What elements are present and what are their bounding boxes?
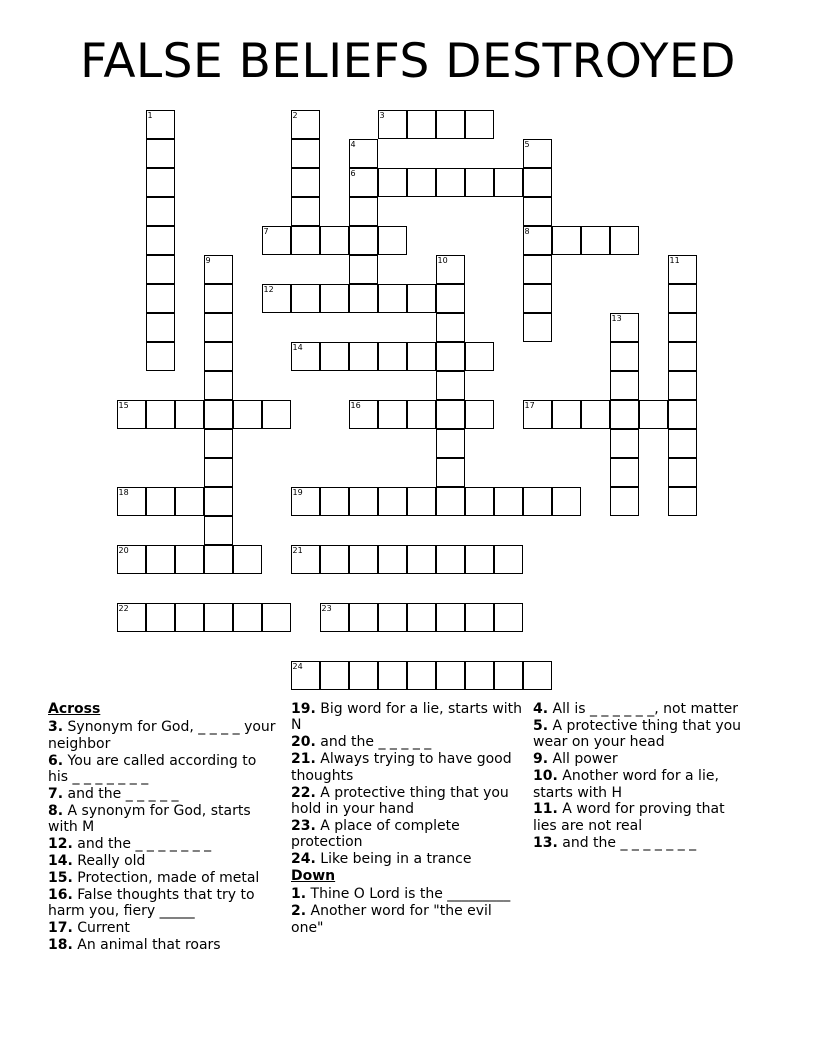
- grid-cell[interactable]: [436, 110, 465, 139]
- clue-item-number: 10.: [533, 768, 558, 785]
- grid-cell[interactable]: [320, 487, 349, 516]
- grid-cell[interactable]: [204, 545, 233, 574]
- clue-number: 15: [118, 401, 129, 410]
- clue-item-text: Protection, made of metal: [77, 870, 260, 887]
- grid-cell[interactable]: [175, 400, 204, 429]
- grid-cell[interactable]: [233, 603, 262, 632]
- grid-cell[interactable]: [378, 226, 407, 255]
- clue-item-text: and the _ _ _ _ _: [320, 734, 432, 751]
- clue-item: [533, 835, 743, 851]
- clue-item-number: 19.: [291, 701, 316, 717]
- grid-cell[interactable]: [610, 342, 639, 371]
- grid-cell[interactable]: [175, 545, 204, 574]
- grid-cell[interactable]: [117, 400, 146, 429]
- grid-cell[interactable]: [320, 661, 349, 690]
- clue-item: [48, 870, 278, 886]
- grid-cell[interactable]: [291, 342, 320, 371]
- clue-number: 22: [118, 604, 129, 613]
- grid-cell[interactable]: [668, 400, 697, 429]
- clue-item-text: A protective thing that you wear on your head: [533, 717, 742, 751]
- grid-cell[interactable]: [465, 603, 494, 632]
- grid-cell[interactable]: [436, 284, 465, 313]
- grid-cell[interactable]: [407, 168, 436, 197]
- grid-cell[interactable]: [204, 487, 233, 516]
- grid-cell[interactable]: [610, 400, 639, 429]
- grid-cell[interactable]: [291, 661, 320, 690]
- clue-number: 14: [292, 343, 303, 352]
- grid-cell[interactable]: [523, 661, 552, 690]
- grid-cell[interactable]: [117, 545, 146, 574]
- grid-cell[interactable]: [668, 342, 697, 371]
- grid-cell[interactable]: [291, 226, 320, 255]
- down-heading: Down: [291, 868, 336, 885]
- grid-cell[interactable]: [204, 371, 233, 400]
- grid-cell[interactable]: [349, 661, 378, 690]
- grid-cell[interactable]: [552, 400, 581, 429]
- grid-cell[interactable]: [146, 168, 175, 197]
- grid-cell[interactable]: [262, 400, 291, 429]
- grid-cell[interactable]: [378, 342, 407, 371]
- clue-number: 18: [118, 488, 129, 497]
- clue-item: [533, 701, 743, 717]
- grid-cell[interactable]: [407, 603, 436, 632]
- grid-cell[interactable]: [494, 661, 523, 690]
- grid-cell[interactable]: [204, 516, 233, 545]
- clue-item: [48, 887, 278, 920]
- clue-number: 7: [263, 227, 269, 236]
- clue-number: 19: [292, 488, 303, 497]
- grid-cell[interactable]: [436, 168, 465, 197]
- clue-item-number: 13.: [533, 834, 558, 851]
- page-title: FALSE BELIEFS DESTROYED: [80, 34, 736, 89]
- grid-cell[interactable]: [146, 255, 175, 284]
- grid-cell[interactable]: [349, 197, 378, 226]
- grid-cell[interactable]: [407, 661, 436, 690]
- clue-column-3: [533, 701, 743, 852]
- grid-cell[interactable]: [465, 342, 494, 371]
- grid-cell[interactable]: [291, 139, 320, 168]
- grid-cell[interactable]: [378, 168, 407, 197]
- grid-cell[interactable]: [378, 661, 407, 690]
- clue-item-text: Big word for a lie, starts with N: [291, 701, 523, 734]
- clue-item-number: 15.: [48, 870, 73, 887]
- clue-item-text: Current: [77, 920, 130, 937]
- clue-number: 11: [669, 256, 680, 265]
- grid-cell[interactable]: [465, 487, 494, 516]
- grid-cell[interactable]: [233, 545, 262, 574]
- clue-item: [48, 853, 278, 869]
- clue-item: [48, 786, 278, 802]
- grid-cell[interactable]: [204, 284, 233, 313]
- clue-item-text: Synonym for God, _ _ _ _ your neighbor: [48, 719, 276, 752]
- clue-item-text: A word for proving that lies are not real: [533, 801, 725, 834]
- grid-cell[interactable]: [117, 603, 146, 632]
- grid-cell[interactable]: [204, 603, 233, 632]
- grid-cell[interactable]: [668, 284, 697, 313]
- grid-cell[interactable]: [146, 400, 175, 429]
- grid-cell[interactable]: [146, 342, 175, 371]
- grid-cell[interactable]: [146, 313, 175, 342]
- clue-number: 6: [350, 169, 356, 178]
- clue-item: [291, 785, 523, 818]
- clue-item-number: 6.: [48, 752, 64, 769]
- grid-cell[interactable]: [349, 603, 378, 632]
- grid-cell[interactable]: [349, 342, 378, 371]
- grid-cell[interactable]: [581, 226, 610, 255]
- grid-cell[interactable]: [349, 139, 378, 168]
- grid-cell[interactable]: [146, 284, 175, 313]
- clue-number: 8: [524, 227, 530, 236]
- grid-cell[interactable]: [349, 168, 378, 197]
- grid-cell[interactable]: [320, 603, 349, 632]
- clue-item-number: 9.: [533, 751, 549, 768]
- grid-cell[interactable]: [436, 313, 465, 342]
- grid-cell[interactable]: [320, 545, 349, 574]
- grid-cell[interactable]: [436, 487, 465, 516]
- grid-cell[interactable]: [552, 487, 581, 516]
- grid-cell[interactable]: [146, 110, 175, 139]
- grid-cell[interactable]: [291, 110, 320, 139]
- grid-cell[interactable]: [668, 313, 697, 342]
- clue-item-text: A place of complete protection: [291, 817, 460, 851]
- grid-cell[interactable]: [523, 139, 552, 168]
- grid-cell[interactable]: [407, 487, 436, 516]
- grid-cell[interactable]: [581, 400, 610, 429]
- clue-item: [48, 836, 278, 852]
- grid-cell[interactable]: [465, 400, 494, 429]
- grid-cell[interactable]: [378, 400, 407, 429]
- clue-number: 9: [205, 256, 211, 265]
- clue-column-2: [291, 701, 523, 937]
- clue-item-number: 23.: [291, 817, 316, 834]
- grid-cell[interactable]: [175, 487, 204, 516]
- clue-number: 21: [292, 546, 303, 555]
- clue-item-text: Really old: [77, 853, 146, 870]
- grid-cell[interactable]: [407, 400, 436, 429]
- grid-cell[interactable]: [204, 313, 233, 342]
- grid-cell[interactable]: [436, 342, 465, 371]
- grid-cell[interactable]: [668, 255, 697, 284]
- across-heading: Across: [48, 701, 101, 717]
- clue-item-number: 12.: [48, 836, 73, 853]
- grid-cell[interactable]: [378, 545, 407, 574]
- clue-item: [533, 718, 743, 751]
- grid-cell[interactable]: [378, 603, 407, 632]
- grid-cell[interactable]: [407, 342, 436, 371]
- clue-item: [291, 903, 523, 936]
- clue-item-text: and the _ _ _ _ _ _ _: [77, 836, 212, 853]
- clue-number: 5: [524, 140, 530, 149]
- grid-cell[interactable]: [262, 603, 291, 632]
- clue-item: [291, 701, 523, 734]
- clue-item-text: False thoughts that try to harm you, fiery _____: [48, 886, 255, 920]
- grid-cell[interactable]: [117, 487, 146, 516]
- grid-cell[interactable]: [523, 168, 552, 197]
- grid-cell[interactable]: [407, 110, 436, 139]
- grid-cell[interactable]: [320, 342, 349, 371]
- clue-item: [48, 753, 278, 786]
- grid-cell[interactable]: [320, 226, 349, 255]
- grid-cell[interactable]: [204, 458, 233, 487]
- grid-cell[interactable]: [349, 226, 378, 255]
- clue-item-text: Always trying to have good thoughts: [291, 751, 512, 784]
- clue-item-number: 8.: [48, 802, 64, 819]
- grid-cell[interactable]: [436, 400, 465, 429]
- grid-cell[interactable]: [552, 226, 581, 255]
- clue-item: [291, 751, 523, 784]
- clue-item-text: All power: [552, 751, 618, 768]
- grid-cell[interactable]: [349, 255, 378, 284]
- clue-item: [533, 751, 743, 767]
- clue-item: [291, 851, 523, 867]
- grid-cell[interactable]: [204, 255, 233, 284]
- grid-cell[interactable]: [610, 429, 639, 458]
- grid-cell[interactable]: [494, 603, 523, 632]
- clue-item-text: A protective thing that you hold in your hand: [291, 784, 509, 817]
- clue-number: 12: [263, 285, 274, 294]
- grid-cell[interactable]: [146, 603, 175, 632]
- clue-number: 4: [350, 140, 356, 149]
- clue-item-number: 16.: [48, 886, 73, 903]
- clue-item-text: An animal that roars: [77, 937, 221, 954]
- grid-cell[interactable]: [436, 255, 465, 284]
- grid-cell[interactable]: [523, 197, 552, 226]
- grid-cell[interactable]: [523, 255, 552, 284]
- clue-item: [48, 937, 278, 953]
- clue-item: [48, 719, 278, 752]
- clue-item: [291, 818, 523, 851]
- clue-number: 23: [321, 604, 332, 613]
- grid-cell[interactable]: [262, 284, 291, 313]
- grid-cell[interactable]: [407, 284, 436, 313]
- clue-item-number: 1.: [291, 886, 307, 903]
- grid-cell[interactable]: [523, 313, 552, 342]
- grid-cell[interactable]: [465, 661, 494, 690]
- grid-cell[interactable]: [146, 226, 175, 255]
- grid-cell[interactable]: [349, 545, 378, 574]
- clue-item: [48, 803, 278, 836]
- grid-cell[interactable]: [610, 487, 639, 516]
- grid-cell[interactable]: [523, 487, 552, 516]
- grid-cell[interactable]: [494, 168, 523, 197]
- clue-item-text: Thine O Lord is the _________: [310, 886, 511, 903]
- grid-cell[interactable]: [436, 371, 465, 400]
- grid-cell[interactable]: [436, 661, 465, 690]
- clue-number: 3: [379, 111, 385, 120]
- grid-cell[interactable]: [465, 545, 494, 574]
- grid-cell[interactable]: [668, 458, 697, 487]
- clue-number: 20: [118, 546, 129, 555]
- grid-cell[interactable]: [204, 400, 233, 429]
- clue-column-1: [48, 701, 278, 954]
- grid-cell[interactable]: [436, 429, 465, 458]
- grid-cell[interactable]: [378, 284, 407, 313]
- grid-cell[interactable]: [465, 110, 494, 139]
- grid-cell[interactable]: [494, 487, 523, 516]
- grid-cell[interactable]: [523, 226, 552, 255]
- clue-number: 17: [524, 401, 535, 410]
- clue-item-text: A synonym for God, starts with M: [48, 802, 251, 836]
- grid-cell[interactable]: [146, 545, 175, 574]
- clue-item-number: 24.: [291, 851, 316, 868]
- clue-item: [533, 768, 743, 801]
- clue-item-text: Another word for a lie, starts with H: [533, 768, 719, 801]
- grid-cell[interactable]: [146, 197, 175, 226]
- grid-cell[interactable]: [320, 284, 349, 313]
- clue-item: [48, 920, 278, 936]
- clue-item-text: Another word for "the evil one": [291, 903, 492, 936]
- grid-cell[interactable]: [465, 168, 494, 197]
- grid-cell[interactable]: [668, 487, 697, 516]
- clue-item-number: 18.: [48, 937, 73, 954]
- clue-item-number: 4.: [533, 701, 549, 717]
- grid-cell[interactable]: [523, 400, 552, 429]
- grid-cell[interactable]: [204, 429, 233, 458]
- grid-cell[interactable]: [291, 197, 320, 226]
- grid-cell[interactable]: [233, 400, 262, 429]
- grid-cell[interactable]: [523, 284, 552, 313]
- clue-item-text: and the _ _ _ _ _ _ _: [562, 834, 697, 851]
- clue-item: [533, 801, 743, 834]
- clue-item: [291, 886, 523, 902]
- grid-cell[interactable]: [494, 545, 523, 574]
- clue-number: 2: [292, 111, 298, 120]
- clue-item-number: 22.: [291, 784, 316, 801]
- grid-cell[interactable]: [291, 487, 320, 516]
- grid-cell[interactable]: [146, 139, 175, 168]
- clue-item-number: 11.: [533, 801, 558, 818]
- clue-item-text: All is _ _ _ _ _ _, not matter: [552, 701, 739, 717]
- clue-number: 1: [147, 111, 153, 120]
- clue-item-number: 17.: [48, 920, 73, 937]
- grid-cell[interactable]: [175, 603, 204, 632]
- clue-item-number: 7.: [48, 786, 64, 803]
- grid-cell[interactable]: [610, 313, 639, 342]
- clue-item-text: and the _ _ _ _ _: [67, 786, 179, 803]
- grid-cell[interactable]: [262, 226, 291, 255]
- grid-cell[interactable]: [610, 458, 639, 487]
- clue-item-number: 20.: [291, 734, 316, 751]
- clue-item-number: 14.: [48, 853, 73, 870]
- grid-cell[interactable]: [349, 400, 378, 429]
- clue-item-number: 21.: [291, 751, 316, 768]
- grid-cell[interactable]: [610, 371, 639, 400]
- clue-number: 10: [437, 256, 448, 265]
- clue-number: 13: [611, 314, 622, 323]
- clue-number: 24: [292, 662, 303, 671]
- grid-cell[interactable]: [436, 458, 465, 487]
- grid-cell[interactable]: [349, 487, 378, 516]
- clue-item-number: 5.: [533, 717, 549, 734]
- grid-cell[interactable]: [436, 545, 465, 574]
- clue-item-text: Like being in a trance: [320, 851, 472, 868]
- grid-cell[interactable]: [204, 342, 233, 371]
- grid-cell[interactable]: [291, 545, 320, 574]
- grid-cell[interactable]: [291, 284, 320, 313]
- grid-cell[interactable]: [378, 487, 407, 516]
- grid-cell[interactable]: [639, 400, 668, 429]
- grid-cell[interactable]: [407, 545, 436, 574]
- grid-cell[interactable]: [349, 284, 378, 313]
- grid-cell[interactable]: [291, 168, 320, 197]
- grid-cell[interactable]: [146, 487, 175, 516]
- clue-item-text: You are called according to his _ _ _ _ _ _ _: [48, 752, 257, 786]
- grid-cell[interactable]: [668, 371, 697, 400]
- clue-item-number: 2.: [291, 903, 307, 920]
- grid-cell[interactable]: [668, 429, 697, 458]
- grid-cell[interactable]: [610, 226, 639, 255]
- grid-cell[interactable]: [436, 603, 465, 632]
- clue-item-number: 3.: [48, 719, 64, 736]
- grid-cell[interactable]: [378, 110, 407, 139]
- clue-number: 16: [350, 401, 361, 410]
- clue-item: [291, 734, 523, 750]
